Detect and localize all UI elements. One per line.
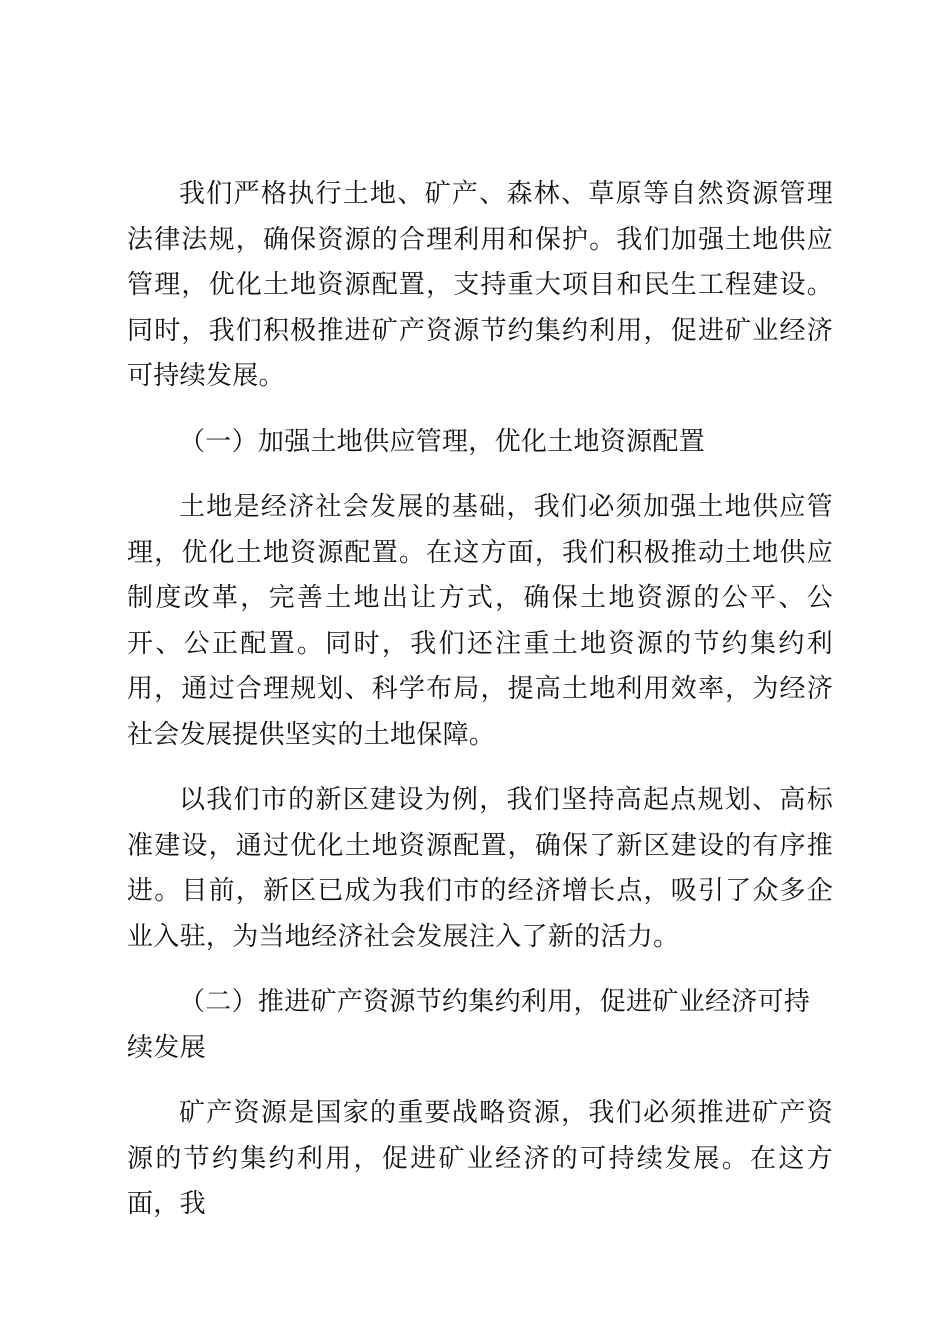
mineral-paragraph: 矿产资源是国家的重要战略资源，我们必须推进矿产资源的节约集约利用，促进矿业经济的可持续发展。在这方面，我 bbox=[127, 1098, 833, 1219]
land-paragraph: 土地是经济社会发展的基础，我们必须加强土地供应管理，优化土地资源配置。在这方面，我们积极推动土地供应制度改革，完善土地出让方式，确保土地资源的公平、公开、公正配置。同时，我们还注重土地资源的节约集约利用，通过合理规划、科学布局，提高土地利用效率，为经济社会发展提供坚实的土地保障。 bbox=[127, 492, 833, 750]
new-district-paragraph: 以我们市的新区建设为例，我们坚持高起点规划、高标准建设，通过优化土地资源配置，确保了新区建设的有序推进。目前，新区已成为我们市的经济增长点，吸引了众多企业入驻，为当地经济社会发展注入了新的活力。 bbox=[127, 785, 833, 952]
intro-paragraph: 我们严格执行土地、矿产、森林、草原等自然资源管理法律法规，确保资源的合理利用和保护。我们加强土地供应管理，优化土地资源配置，支持重大项目和民生工程建设。同时，我们积极推进矿产资源节约集约利用，促进矿业经济可持续发展。 bbox=[127, 179, 833, 391]
document-body bbox=[127, 172, 833, 1228]
section-heading-1: （一）加强土地供应管理，优化土地资源配置 bbox=[179, 426, 706, 457]
section-heading-2: （二）推进矿产资源节约集约利用，促进矿业经济可持续发展 bbox=[127, 987, 811, 1063]
